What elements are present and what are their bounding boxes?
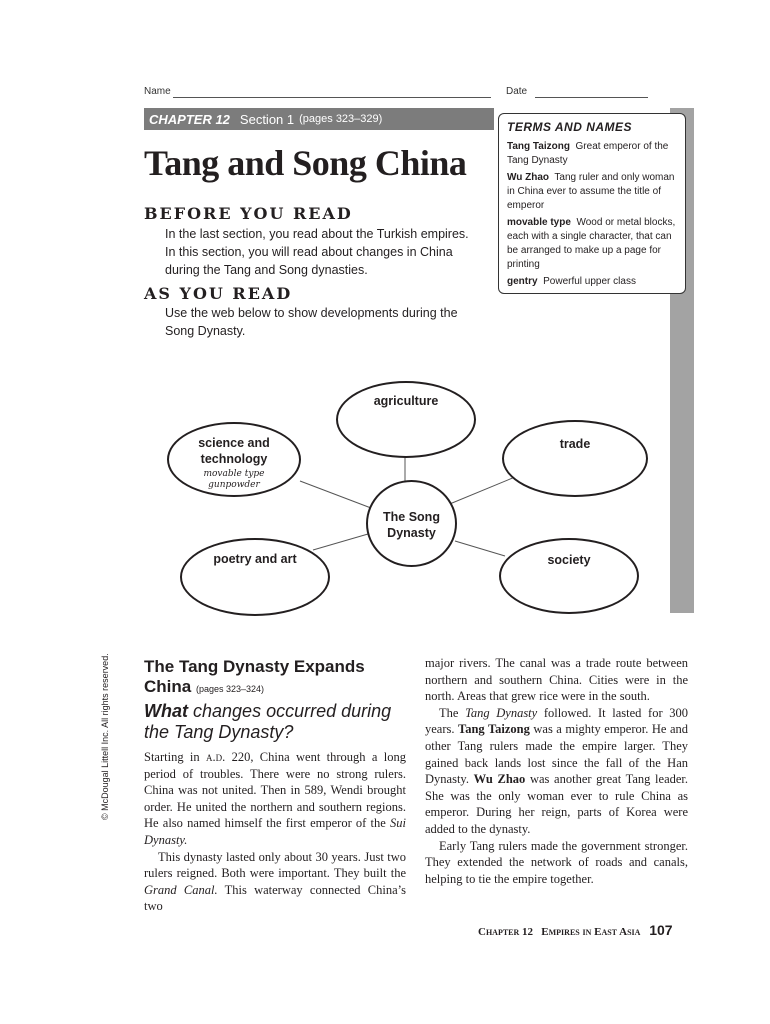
terms-heading: TERMS AND NAMES [507, 120, 633, 134]
copyright-credit: © McDougal Littell Inc. All rights reserved. [100, 653, 110, 820]
page-number: 107 [649, 922, 673, 938]
web-label-agriculture: agriculture [373, 394, 439, 408]
focus-question [144, 701, 404, 743]
web-node-trade [502, 420, 648, 497]
web-label-society: society [547, 553, 591, 567]
web-label-poetry: poetry and art [213, 552, 297, 566]
as-you-read-heading: AS YOU READ [144, 284, 293, 303]
web-node-society [499, 538, 639, 614]
footer-title: Empires in East Asia [541, 926, 641, 938]
focus-question-bold: What [144, 701, 188, 721]
article-heading-text: The Tang Dynasty Expands China [144, 657, 365, 696]
before-you-read-heading: BEFORE YOU READ [144, 204, 353, 223]
web-node-center [366, 480, 457, 567]
focus-question-rest: changes occurred during the Tang Dynasty? [144, 701, 392, 742]
science-note-gunpowder: gunpowder [208, 480, 260, 490]
chapter-label: CHAPTER 12 [149, 111, 230, 127]
footer-chapter: Chapter 12 [478, 926, 534, 938]
article-right-column [425, 655, 688, 887]
term-name: Tang Taizong [507, 141, 570, 152]
term-name: gentry [507, 276, 538, 287]
name-label: Name [144, 86, 171, 97]
article-paragraph: major rivers. The canal was a trade route between northern and southern China. Cities were in the north. Areas that grew rice were in the south. [425, 656, 688, 704]
term-definition: Great emperor of the Tang Dynasty [507, 141, 669, 166]
term-name: Wu Zhao [507, 172, 550, 183]
web-node-science-technology [167, 422, 301, 497]
connector-line [455, 541, 505, 556]
section-label: Section 1 [239, 111, 295, 127]
section-pages: (pages 323–329) [299, 113, 383, 125]
article-paragraph: This dynasty lasted only about 30 years. Just two rulers reigned. Both were important. They built the Grand Canal. This waterway connected China’s two [144, 849, 406, 914]
article-left-column [144, 749, 406, 915]
connector-line [300, 481, 371, 508]
page-footer [478, 922, 673, 938]
page-title: Tang and Song China [144, 143, 467, 183]
term-definition: Tang ruler and only woman in China ever to assume the title of emperor [507, 172, 675, 211]
term-definition: Wood or metal blocks, each with a single character, that can be arranged to make up a page for printing [507, 217, 676, 270]
article-paragraph: The Tang Dynasty followed. It lasted for 300 years. Tang Taizong was a mighty emperor. He and other Tang rulers made the empire larger. They gained back lands lost since the fall of the Han Dynasty. Wu Zhao was another great Tang leader. She was the only woman ever to rule China as emperor. During her reign, parts of Korea were added to the dynasty. [425, 705, 689, 836]
web-label-science: science and technology [198, 436, 270, 466]
science-note-movable-type: movable type [203, 469, 265, 479]
connector-line [313, 534, 368, 550]
date-label: Date [506, 86, 528, 97]
web-node-agriculture [336, 381, 476, 458]
article-heading-pages: (pages 323–324) [195, 684, 265, 694]
term-definition: Powerful upper class [543, 276, 636, 287]
article-heading [144, 657, 384, 699]
as-you-read-text: Use the web below to show developments during the Song Dynasty. [165, 306, 458, 338]
article-paragraph: Starting in a.d. 220, China went through a long period of troubles. There were no strong rulers. China was not united. Then in 589, Wendi brought order. He united the northern and southern regions. He also named himself the first emperor of the Sui Dynasty. [144, 750, 406, 847]
web-label-center: The Song Dynasty [383, 510, 440, 540]
before-you-read-text: In the last section, you read about the Turkish empires. In this section, you will read about changes in China during the Tang and Song dynasties. [165, 227, 469, 277]
term-name: movable type [507, 217, 571, 228]
web-label-trade: trade [559, 437, 591, 451]
web-node-poetry-art [180, 538, 330, 616]
article-paragraph: Early Tang rulers made the government stronger. They extended the network of roads and canals, helping to tie the empire together. [425, 838, 688, 886]
